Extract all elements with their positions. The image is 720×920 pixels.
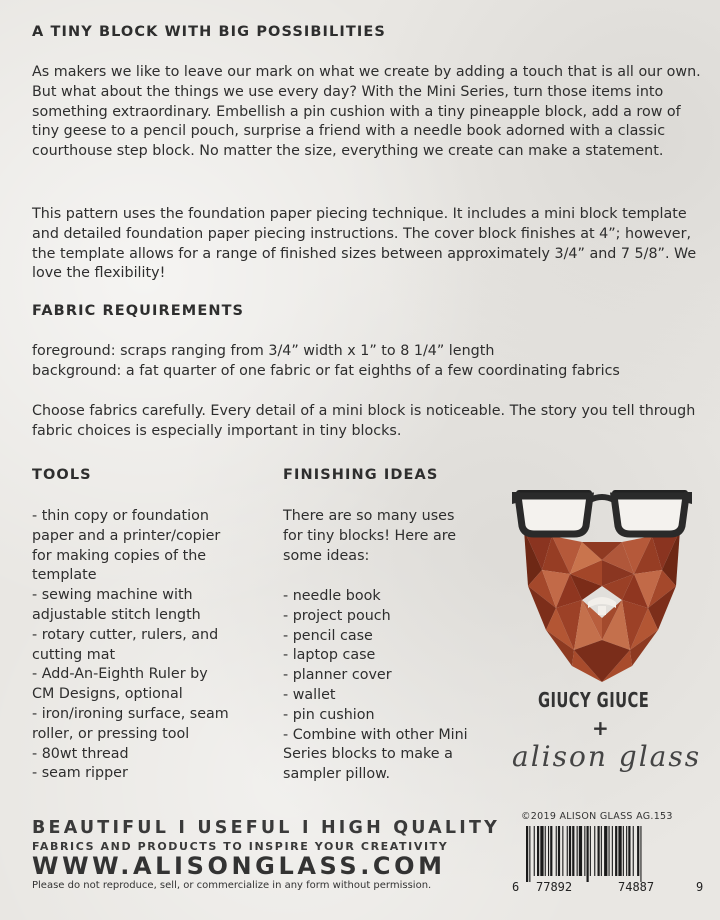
- finishing-item: - laptop case: [283, 647, 376, 664]
- glasses-icon: [512, 490, 692, 534]
- barcode-bar: [579, 826, 582, 876]
- finishing-item: Series blocks to make a: [283, 746, 453, 763]
- tools-line: for making copies of the: [32, 547, 207, 564]
- fabric-foreground-line: foreground: scraps ranging from 3/4” width x 1” to 8 1/4” length: [32, 343, 495, 359]
- tools-line: adjustable stitch length: [32, 606, 201, 623]
- intro-heading: A TINY BLOCK WITH BIG POSSIBILITIES: [32, 24, 386, 40]
- barcode-bar: [601, 826, 602, 876]
- tagline: FABRICS AND PRODUCTS TO INSPIRE YOUR CREATIVITY: [32, 840, 449, 853]
- finishing-heading: FINISHING IDEAS: [283, 467, 439, 483]
- finishing-item: - project pouch: [283, 607, 391, 624]
- barcode-bar: [618, 826, 621, 876]
- finishing-item: - pencil case: [283, 627, 373, 644]
- barcode-bar: [548, 826, 549, 876]
- barcode-bar: [609, 826, 610, 876]
- tools-line: paper and a printer/copier: [32, 527, 221, 544]
- barcode-bar: [604, 826, 607, 876]
- barcode-digits-right: 74887: [618, 880, 655, 894]
- barcode-bar: [587, 826, 589, 882]
- barcode-bar: [537, 826, 539, 876]
- tools-heading: TOOLS: [32, 467, 92, 483]
- barcode-bar: [633, 826, 634, 876]
- slogan: BEAUTIFUL I USEFUL I HIGH QUALITY: [32, 818, 500, 838]
- bearded-face-glasses-icon: [512, 490, 692, 684]
- barcode-bar: [558, 826, 560, 876]
- barcode-bar: [534, 826, 535, 876]
- tools-line: template: [32, 567, 97, 584]
- plus-sign: +: [592, 716, 609, 740]
- tools-line: - sewing machine with: [32, 587, 193, 604]
- barcode-bar: [626, 826, 627, 876]
- disclaimer: Please do not reproduce, sell, or commercialize in any form without permission.: [32, 880, 432, 891]
- tools-line: - 80wt thread: [32, 745, 129, 762]
- barcode-bar: [577, 826, 578, 876]
- barcode-bar: [637, 826, 639, 876]
- barcode-bar: [640, 826, 641, 882]
- barcode-bar: [545, 826, 546, 876]
- designer-logo: GIUCY GIUCE: [538, 688, 650, 712]
- fabric-requirements-list: [32, 342, 620, 382]
- finishing-item: - planner cover: [283, 667, 392, 684]
- finishing-item: - needle book: [283, 588, 381, 604]
- tools-line: - iron/ironing surface, seam: [32, 705, 229, 722]
- tools-list: [32, 507, 229, 784]
- partner-logo: alison glass: [512, 740, 702, 773]
- barcode-bar: [569, 826, 571, 876]
- tools-line: CM Designs, optional: [32, 686, 183, 703]
- barcode-bar: [550, 826, 552, 876]
- barcode-bar: [556, 826, 557, 876]
- barcode-digits-left: 77892: [536, 880, 573, 894]
- barcode-bar: [628, 826, 630, 876]
- tools-line: - seam ripper: [32, 765, 128, 782]
- fabric-note: Choose fabrics carefully. Every detail of a mini block is noticeable. The story you tell through fabric choices is especially important in tiny blocks.: [32, 403, 696, 439]
- finishing-intro: [283, 507, 456, 566]
- fabric-heading: FABRIC REQUIREMENTS: [32, 303, 245, 319]
- intro-paragraph-1: As makers we like to leave our mark on what we create by adding a touch that is all our own. But what about the things we use every day? With the Mini Series, turn those items into something extraordinary. Embellish a pin cushion with a tiny pineapple block, add a row of tiny geese to a pencil pouch, surprise a friend with a needle book adorned with a classic courthouse step block. No matter the size, everything we create can make a statement.: [32, 64, 701, 160]
- tools-line: - rotary cutter, rulers, and: [32, 626, 219, 643]
- barcode-bar: [562, 826, 563, 876]
- barcode-bar: [567, 826, 568, 876]
- barcode-digit-first: 6: [512, 880, 520, 894]
- barcode-bar: [590, 826, 591, 876]
- barcode-bar: [615, 826, 617, 876]
- barcode-bar: [594, 826, 595, 876]
- copyright-notice: ©2019 ALISON GLASS AG.153: [521, 811, 673, 822]
- barcode-bar: [612, 826, 613, 876]
- tools-line: roller, or pressing tool: [32, 725, 190, 742]
- finishing-item: - wallet: [283, 686, 336, 703]
- barcode-bar: [584, 826, 585, 876]
- tools-line: cutting mat: [32, 646, 116, 663]
- finishing-item: - pin cushion: [283, 706, 375, 723]
- finishing-intro-line: for tiny blocks! Here are: [283, 527, 457, 544]
- beard-icon: [524, 530, 680, 682]
- tools-line: - thin copy or foundation: [32, 508, 209, 524]
- finishing-ideas-list: [283, 587, 468, 785]
- barcode-digit-last: 9: [696, 880, 704, 894]
- barcode-bar: [572, 826, 574, 876]
- fabric-background-line: background: a fat quarter of one fabric or fat eighths of a few coordinating fabrics: [32, 362, 620, 379]
- finishing-intro-line: some ideas:: [283, 547, 370, 564]
- finishing-intro-line: There are so many uses: [283, 508, 455, 524]
- finishing-item: sampler pillow.: [283, 766, 391, 783]
- intro-paragraph-2: This pattern uses the foundation paper piecing technique. It includes a mini block template and detailed foundation paper piecing instructions. The cover block finishes at 4”; however, the template allows for a range of finished sizes between approximately 3/4” and 7 5/8”. We love the flexibility!: [32, 206, 697, 282]
- finishing-item: - Combine with other Mini: [283, 726, 468, 743]
- barcode-bar: [540, 826, 543, 876]
- barcode-icon: [512, 826, 704, 882]
- barcode-bar: [529, 826, 530, 882]
- tools-line: - Add-An-Eighth Ruler by: [32, 666, 208, 683]
- website-url[interactable]: WWW.ALISONGLASS.COM: [32, 852, 446, 880]
- barcode-bar: [526, 826, 528, 882]
- barcode-bar: [623, 826, 624, 876]
- barcode-bar: [598, 826, 600, 876]
